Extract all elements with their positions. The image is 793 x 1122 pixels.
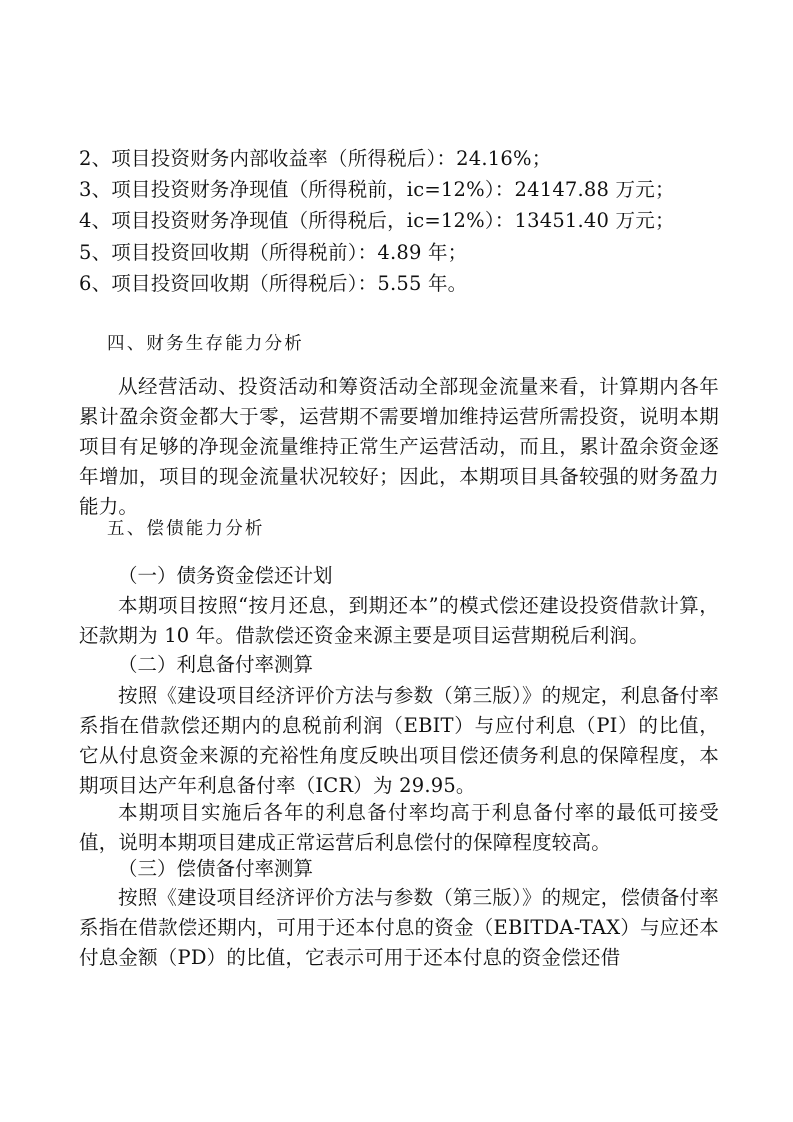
- list-item-npv-after-tax: 4、项目投资财务净现值（所得税后，ic=12%）：13451.40 万元；: [79, 209, 675, 232]
- section-heading-debt-capacity: 五、偿债能力分析: [107, 519, 265, 539]
- list-item-npv-before-tax: 3、项目投资财务净现值（所得税前，ic=12%）：24147.88 万元；: [79, 178, 675, 201]
- section-heading-financial-survival: 四、财务生存能力分析: [107, 334, 304, 354]
- subheading-interest-coverage: （二）利息备付率测算: [118, 653, 314, 676]
- list-item-irr-after-tax: 2、项目投资财务内部收益率（所得税后）：24.16%；: [79, 147, 552, 170]
- subheading-debt-service-coverage: （三）偿债备付率测算: [118, 857, 314, 880]
- paragraph-interest-coverage-result: 本期项目实施后各年的利息备付率均高于利息备付率的最低可接受值，说明本期项目建成正常运营后利息偿付的保障程度较高。: [79, 801, 719, 854]
- paragraph-debt-repayment-plan: 本期项目按照“按月还息，到期还本”的模式偿还建设投资借款计算，还款期为 10 年。借款偿还资金来源主要是项目运营期税后利润。: [79, 594, 719, 647]
- paragraph-debt-service-coverage: 按照《建设项目经济评价方法与参数（第三版）》的规定，偿债备付率系指在借款偿还期内，可用于还本付息的资金（EBITDA-TAX）与应还本付息金额（PD）的比值，它表示可用于还本付息的资金偿还借: [79, 886, 719, 969]
- paragraph-interest-coverage-definition: 按照《建设项目经济评价方法与参数（第三版）》的规定，利息备付率系指在借款偿还期内的息税前利润（EBIT）与应付利息（PI）的比值，它从付息资金来源的充裕性角度反映出项目偿还债务利息的保障程度，本期项目达产年利息备付率（ICR）为 29.95。: [79, 684, 719, 797]
- subheading-debt-repayment-plan: （一）债务资金偿还计划: [118, 564, 333, 587]
- paragraph-financial-survival: 从经营活动、投资活动和筹资活动全部现金流量来看，计算期内各年累计盈余资金都大于零，运营期不需要增加维持运营所需投资，说明本期项目有足够的净现金流量维持正常生产运营活动，而且，累计盈余资金逐年增加，项目的现金流量状况较好；因此，本期项目具备较强的财务盈力能力。: [79, 375, 719, 518]
- list-item-payback-after-tax: 6、项目投资回收期（所得税后）：5.55 年。: [79, 272, 468, 295]
- list-item-payback-before-tax: 5、项目投资回收期（所得税前）：4.89 年；: [79, 241, 468, 264]
